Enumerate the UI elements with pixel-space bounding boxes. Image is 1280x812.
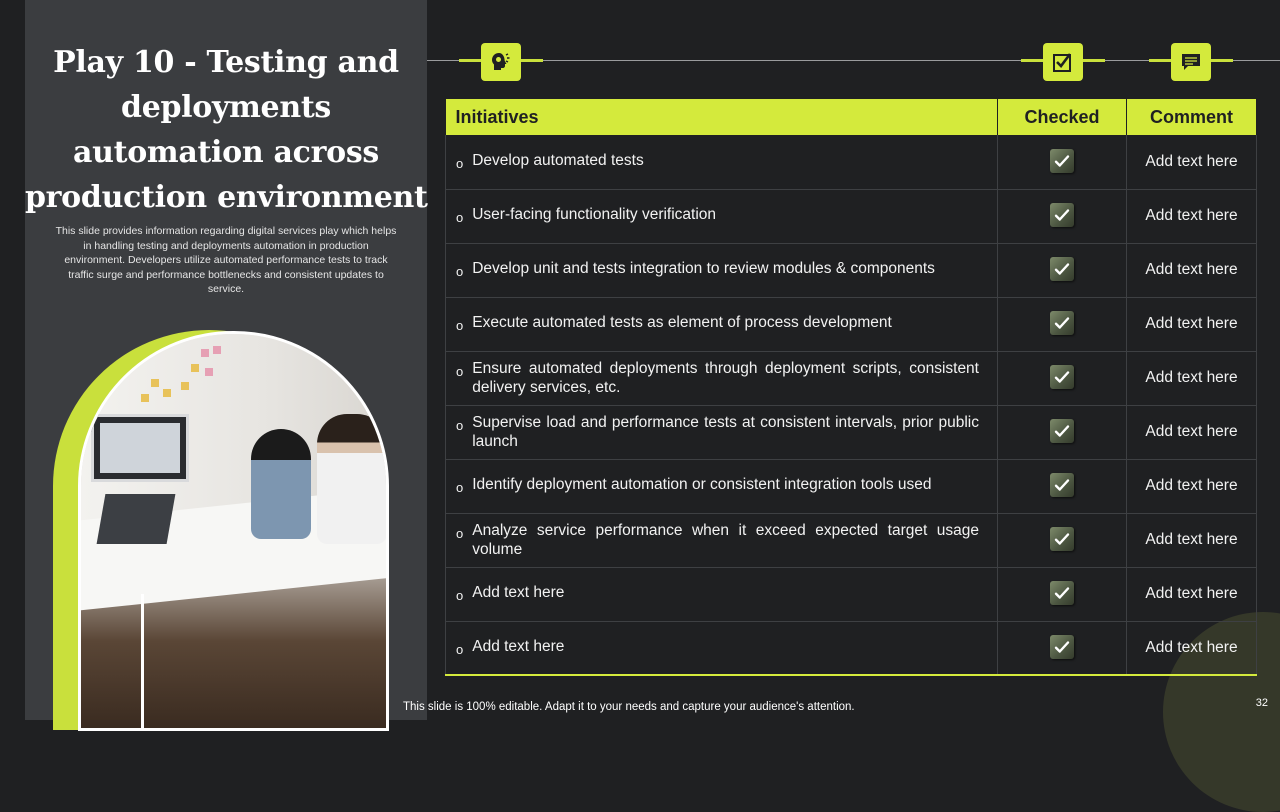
initiative-cell xyxy=(446,351,998,405)
table-header-row xyxy=(446,99,1257,135)
bullet-icon: o xyxy=(456,155,464,171)
comment-cell: Add text here xyxy=(1127,621,1257,675)
initiative-cell xyxy=(446,243,998,297)
table-row xyxy=(446,405,1257,459)
bullet-icon: o xyxy=(456,318,464,333)
table-row xyxy=(446,189,1257,243)
table-row xyxy=(446,513,1257,567)
initiative-text: Develop unit and tests integration to review modules & components xyxy=(472,260,935,277)
initiative-text: Add text here xyxy=(472,584,565,601)
checkmark-icon xyxy=(1050,149,1074,173)
table-row xyxy=(446,567,1257,621)
head-idea-icon xyxy=(481,43,521,81)
comment-cell: Add text here xyxy=(1127,351,1257,405)
initiative-text: Analyze service performance when it exceed expected target usage volume xyxy=(472,522,979,558)
checked-cell xyxy=(998,459,1127,513)
initiative-cell xyxy=(446,567,998,621)
initiative-text: Supervise load and performance tests at consistent intervals, prior public launch xyxy=(472,414,979,450)
checkmark-icon xyxy=(1050,257,1074,281)
initiative-cell xyxy=(446,513,998,567)
comment-cell: Add text here xyxy=(1127,513,1257,567)
checkmark-icon xyxy=(1050,419,1074,443)
checkmark-icon xyxy=(1050,311,1074,335)
checked-cell xyxy=(998,135,1127,189)
title-line: production environment xyxy=(25,180,428,215)
checkmark-icon xyxy=(1050,473,1074,497)
comment-cell: Add text here xyxy=(1127,297,1257,351)
header-checked: Checked xyxy=(998,99,1127,135)
checked-cell xyxy=(998,351,1127,405)
initiative-cell xyxy=(446,189,998,243)
checked-cell xyxy=(998,243,1127,297)
initiative-text: User-facing functionality verification xyxy=(472,206,717,223)
initiative-text: Ensure automated deployments through deployment scripts, consistent delivery services, etc. xyxy=(472,360,979,396)
initiative-text: Execute automated tests as element of process development xyxy=(472,314,892,331)
table-row xyxy=(446,135,1257,189)
table-row xyxy=(446,243,1257,297)
initiative-cell xyxy=(446,459,998,513)
title-line: deployments xyxy=(121,90,331,125)
initiative-text: Identify deployment automation or consistent integration tools used xyxy=(472,476,932,493)
checked-cell xyxy=(998,621,1127,675)
checked-cell xyxy=(998,567,1127,621)
initiative-cell xyxy=(446,135,998,189)
table-row xyxy=(446,459,1257,513)
initiative-cell xyxy=(446,405,998,459)
header-initiatives: Initiatives xyxy=(446,99,998,135)
checkmark-icon xyxy=(1050,527,1074,551)
bullet-icon: o xyxy=(456,480,464,495)
comment-cell: Add text here xyxy=(1127,243,1257,297)
initiative-cell xyxy=(446,297,998,351)
comment-cell: Add text here xyxy=(1127,135,1257,189)
header-comment: Comment xyxy=(1127,99,1257,135)
comment-icon xyxy=(1171,43,1211,81)
checkmark-icon xyxy=(1050,581,1074,605)
title-line: automation across xyxy=(72,135,380,170)
bullet-icon: o xyxy=(456,418,464,433)
checked-cell xyxy=(998,189,1127,243)
comment-cell: Add text here xyxy=(1127,567,1257,621)
initiatives-table xyxy=(445,99,1256,676)
bullet-icon: o xyxy=(456,364,464,379)
bullet-icon: o xyxy=(456,264,464,279)
bullet-icon: o xyxy=(456,210,464,225)
slide-title xyxy=(25,40,427,220)
office-photo xyxy=(78,331,389,731)
checkbox-icon xyxy=(1043,43,1083,81)
comment-cell: Add text here xyxy=(1127,405,1257,459)
bullet-icon: o xyxy=(456,641,464,657)
checked-cell xyxy=(998,297,1127,351)
footer-note: This slide is 100% editable. Adapt it to your needs and capture your audience's attention. xyxy=(403,701,855,713)
table-row xyxy=(446,621,1257,675)
bullet-icon: o xyxy=(456,588,464,603)
table-row xyxy=(446,351,1257,405)
checkmark-icon xyxy=(1050,365,1074,389)
table-row xyxy=(446,297,1257,351)
checkmark-icon xyxy=(1050,203,1074,227)
initiative-text: Add text here xyxy=(472,637,565,655)
comment-cell: Add text here xyxy=(1127,459,1257,513)
slide-description: This slide provides information regarding digital services play which helps in handling testing and deployments automation in production environment. Developers utilize automated performance tests to track traffic surge and performance bottlenecks and consistent updates to service. xyxy=(55,225,397,295)
comment-cell: Add text here xyxy=(1127,189,1257,243)
page-number: 32 xyxy=(1255,697,1268,709)
checked-cell xyxy=(998,405,1127,459)
checked-cell xyxy=(998,513,1127,567)
initiative-text: Develop automated tests xyxy=(472,151,644,169)
title-line: Play 10 - Testing and xyxy=(53,45,399,80)
initiative-cell xyxy=(446,621,998,675)
checkmark-icon xyxy=(1050,635,1074,659)
bullet-icon: o xyxy=(456,526,464,541)
